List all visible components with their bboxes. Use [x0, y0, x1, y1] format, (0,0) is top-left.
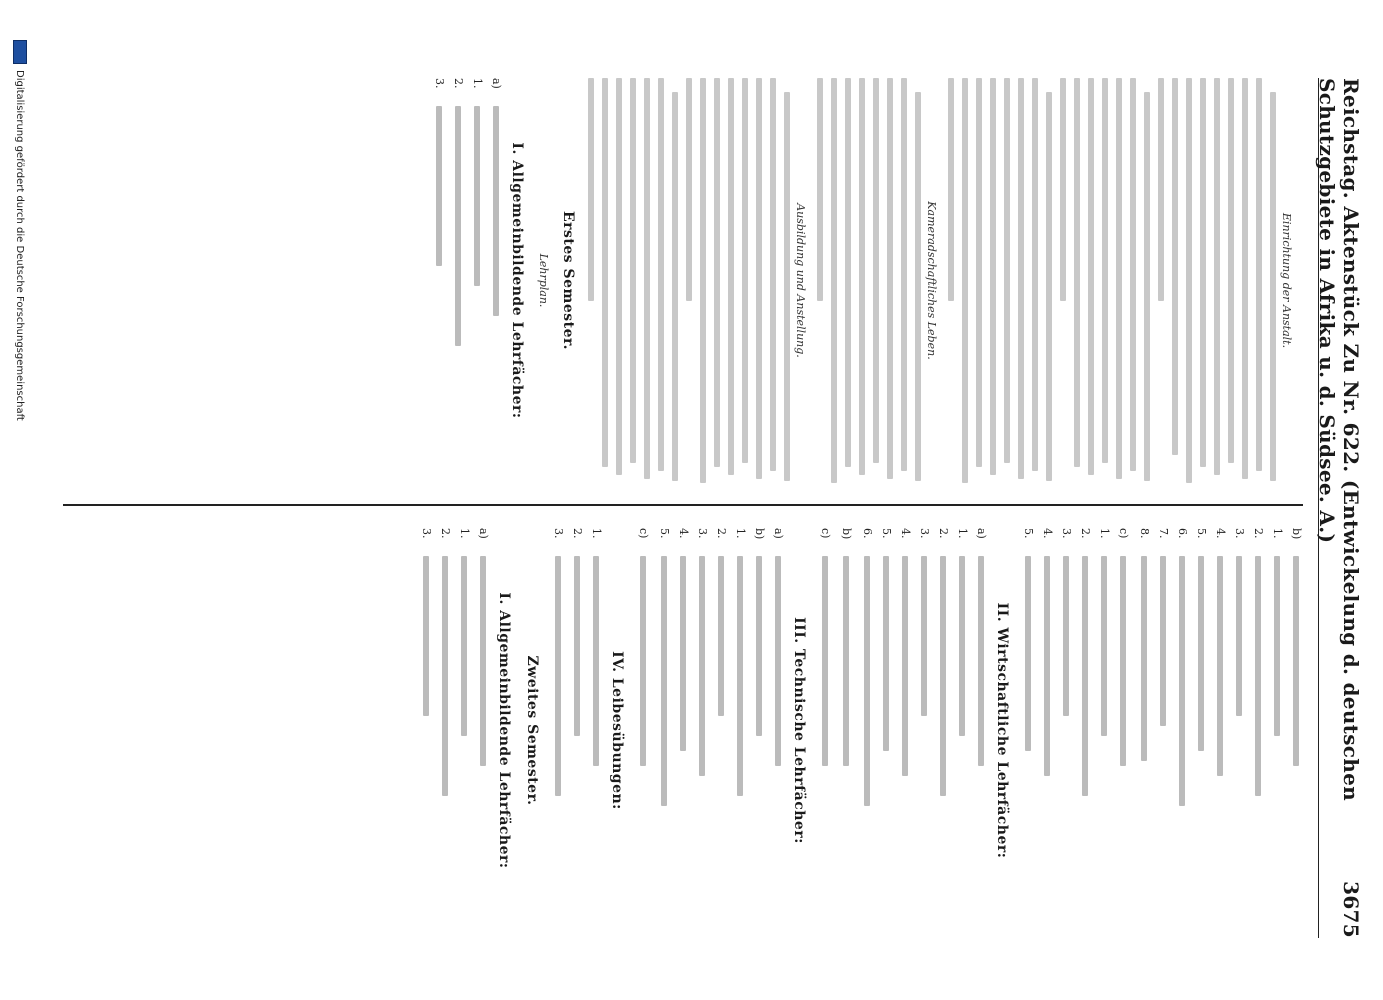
text-line-placeholder	[784, 92, 790, 481]
list-item	[1098, 528, 1111, 933]
text-line-placeholder	[742, 78, 748, 463]
section-heading: IV. Leibesübungen:	[609, 651, 625, 810]
list-item-number: c)	[819, 528, 832, 539]
text-line-placeholder	[1180, 556, 1186, 806]
list-item-number: 5.	[880, 528, 893, 539]
list-item	[956, 528, 969, 933]
text-line-placeholder	[960, 556, 966, 736]
text-line-placeholder	[644, 78, 650, 479]
text-line-placeholder	[494, 106, 500, 316]
text-line-placeholder	[443, 556, 449, 796]
list-item-number: 1.	[1098, 528, 1111, 539]
text-line-placeholder	[1130, 78, 1136, 471]
text-line-placeholder	[976, 78, 982, 467]
text-line-placeholder	[1256, 78, 1262, 471]
section-subheading: Lehrplan.	[537, 253, 550, 308]
footer-text: Digitalisierung gefördert durch die Deutsche Forschungsgemeinschaft	[14, 70, 26, 421]
text-line-placeholder	[1294, 556, 1300, 766]
list-item-number: 3.	[433, 78, 446, 89]
text-line-placeholder	[424, 556, 430, 716]
list-item-number: a)	[477, 528, 490, 539]
text-line-placeholder	[770, 78, 776, 471]
text-line-placeholder	[1200, 78, 1206, 467]
text-line-placeholder	[616, 78, 622, 475]
left-column	[43, 78, 1303, 483]
list-item	[1176, 528, 1189, 933]
list-item-number: 6.	[861, 528, 874, 539]
list-item	[918, 528, 931, 933]
list-item	[1195, 528, 1208, 933]
text-paragraph	[1060, 78, 1150, 483]
list-item	[734, 528, 747, 933]
text-line-placeholder	[1186, 78, 1192, 483]
text-paragraph	[588, 78, 678, 483]
text-paragraph	[948, 78, 1052, 483]
list-item	[420, 528, 433, 933]
list-item	[1233, 528, 1246, 933]
text-line-placeholder	[1088, 78, 1094, 475]
page-number: 3675	[1339, 881, 1363, 938]
text-line-placeholder	[556, 556, 562, 796]
text-line-placeholder	[941, 556, 947, 796]
list-item	[861, 528, 874, 933]
list-item	[677, 528, 690, 933]
list-item-number: 1.	[734, 528, 747, 539]
text-line-placeholder	[901, 78, 907, 471]
dfg-logo-icon	[13, 40, 27, 64]
text-line-placeholder	[1046, 92, 1052, 481]
text-paragraph	[686, 78, 790, 483]
list-item-number: 2.	[571, 528, 584, 539]
enumerated-list	[637, 528, 650, 933]
enumerated-list	[658, 528, 785, 933]
list-item	[452, 78, 465, 483]
list-item	[696, 528, 709, 933]
text-line-placeholder	[462, 556, 468, 736]
text-line-placeholder	[1158, 78, 1164, 301]
list-item-number: 3.	[552, 528, 565, 539]
list-item-number: 2.	[1079, 528, 1092, 539]
list-item	[1079, 528, 1092, 933]
enumerated-list	[1138, 528, 1303, 933]
list-item	[552, 528, 565, 933]
list-item-number: 5.	[658, 528, 671, 539]
right-column	[43, 528, 1303, 933]
list-item	[819, 528, 832, 933]
list-item	[1214, 528, 1227, 933]
text-line-placeholder	[1144, 92, 1150, 481]
text-line-placeholder	[1060, 78, 1066, 301]
list-item	[571, 528, 584, 933]
list-item-number: b)	[840, 528, 853, 540]
list-item-number: a)	[975, 528, 988, 539]
text-line-placeholder	[845, 78, 851, 467]
text-line-placeholder	[1102, 78, 1108, 463]
list-item-number: 4.	[1214, 528, 1227, 539]
enumerated-list	[552, 528, 603, 933]
list-item-number: 2.	[1252, 528, 1265, 539]
text-line-placeholder	[1121, 556, 1127, 766]
text-line-placeholder	[865, 556, 871, 806]
list-item-number: 4.	[677, 528, 690, 539]
section-heading: Erstes Semester.	[560, 210, 576, 351]
list-item-number: 2.	[937, 528, 950, 539]
text-line-placeholder	[1228, 78, 1234, 463]
list-item	[880, 528, 893, 933]
list-item	[772, 528, 785, 933]
section-subheading: Ausbildung und Anstellung.	[794, 203, 807, 358]
list-item	[658, 528, 671, 933]
list-item-number: 1.	[458, 528, 471, 539]
text-line-placeholder	[922, 556, 928, 716]
list-item-number: c)	[1117, 528, 1130, 539]
text-line-placeholder	[1237, 556, 1243, 716]
list-item	[1117, 528, 1130, 933]
text-line-placeholder	[887, 78, 893, 479]
text-line-placeholder	[776, 556, 782, 766]
text-line-placeholder	[823, 556, 829, 766]
list-item	[1022, 528, 1035, 933]
text-line-placeholder	[681, 556, 687, 751]
text-line-placeholder	[1064, 556, 1070, 716]
text-line-placeholder	[1026, 556, 1032, 751]
section-subheading: Kameradschaftliches Leben.	[925, 201, 938, 360]
text-line-placeholder	[481, 556, 487, 766]
list-item-number: 1.	[590, 528, 603, 539]
text-line-placeholder	[602, 78, 608, 467]
list-item	[975, 528, 988, 933]
text-line-placeholder	[859, 78, 865, 475]
text-line-placeholder	[588, 78, 594, 301]
text-line-placeholder	[1032, 78, 1038, 471]
text-line-placeholder	[831, 78, 837, 483]
text-line-placeholder	[1074, 78, 1080, 467]
text-line-placeholder	[630, 78, 636, 463]
section-heading: III. Technische Lehrfächer:	[791, 617, 807, 844]
text-line-placeholder	[728, 78, 734, 475]
page-header	[1315, 78, 1363, 938]
text-line-placeholder	[662, 556, 668, 806]
list-item-number: 8.	[1138, 528, 1151, 539]
list-item	[471, 78, 484, 483]
text-line-placeholder	[1004, 78, 1010, 463]
list-item	[753, 528, 766, 933]
enumerated-list	[861, 528, 988, 933]
list-item	[1138, 528, 1151, 933]
text-line-placeholder	[873, 78, 879, 463]
text-line-placeholder	[1161, 556, 1167, 726]
text-line-placeholder	[719, 556, 725, 716]
enumerated-list	[420, 528, 490, 933]
list-item-number: b)	[753, 528, 766, 540]
list-item	[1157, 528, 1170, 933]
list-item-number: 6.	[1176, 528, 1189, 539]
text-line-placeholder	[437, 106, 443, 266]
list-item-number: b)	[1290, 528, 1303, 540]
list-item	[1041, 528, 1054, 933]
text-line-placeholder	[686, 78, 692, 301]
text-line-placeholder	[990, 78, 996, 475]
text-paragraph	[1158, 78, 1276, 483]
text-line-placeholder	[700, 556, 706, 776]
text-line-placeholder	[1142, 556, 1148, 761]
text-line-placeholder	[817, 78, 823, 301]
section-subheading: Einrichtung der Anstalt.	[1280, 212, 1293, 349]
text-paragraph	[817, 78, 921, 483]
list-item	[477, 528, 490, 933]
text-line-placeholder	[714, 78, 720, 467]
list-item	[937, 528, 950, 933]
list-item	[1271, 528, 1284, 933]
text-line-placeholder	[1275, 556, 1281, 736]
list-item	[899, 528, 912, 933]
enumerated-list	[1022, 528, 1130, 933]
page-footer	[13, 40, 27, 421]
text-line-placeholder	[1218, 556, 1224, 776]
text-line-placeholder	[594, 556, 600, 766]
text-line-placeholder	[456, 106, 462, 346]
list-item-number: 2.	[439, 528, 452, 539]
list-item	[490, 78, 503, 483]
list-item-number: 4.	[1041, 528, 1054, 539]
text-line-placeholder	[1270, 92, 1276, 481]
list-item	[1060, 528, 1073, 933]
list-item-number: 1.	[471, 78, 484, 89]
text-line-placeholder	[915, 92, 921, 481]
list-item	[458, 528, 471, 933]
column-divider	[63, 504, 1303, 506]
section-heading: I. Allgemeinbildende Lehrfächer:	[496, 592, 512, 869]
list-item-number: 3.	[918, 528, 931, 539]
text-line-placeholder	[1172, 78, 1178, 455]
text-line-placeholder	[1199, 556, 1205, 751]
text-line-placeholder	[948, 78, 954, 301]
list-item-number: 3.	[420, 528, 433, 539]
text-line-placeholder	[1242, 78, 1248, 479]
list-item-number: 3.	[1233, 528, 1246, 539]
header-title: Reichstag. Aktenstück Zu Nr. 622. (Entwickelung d. deutschen Schutzgebiete in Afrika u. d. Südsee. A.)	[1315, 78, 1363, 801]
list-item	[840, 528, 853, 933]
text-line-placeholder	[1256, 556, 1262, 796]
text-line-placeholder	[903, 556, 909, 776]
text-line-placeholder	[641, 556, 647, 766]
list-item	[1252, 528, 1265, 933]
list-item-number: 1.	[956, 528, 969, 539]
text-line-placeholder	[1083, 556, 1089, 796]
enumerated-list	[840, 528, 853, 933]
list-item	[637, 528, 650, 933]
text-line-placeholder	[979, 556, 985, 766]
enumerated-list	[433, 78, 503, 483]
list-item-number: 5.	[1195, 528, 1208, 539]
text-line-placeholder	[1045, 556, 1051, 776]
list-item-number: 7.	[1157, 528, 1170, 539]
list-item-number: c)	[637, 528, 650, 539]
enumerated-list	[819, 528, 832, 933]
text-line-placeholder	[475, 106, 481, 286]
text-line-placeholder	[700, 78, 706, 483]
text-line-placeholder	[672, 92, 678, 481]
list-item-number: 2.	[715, 528, 728, 539]
list-item-number: 3.	[696, 528, 709, 539]
text-line-placeholder	[658, 78, 664, 471]
text-line-placeholder	[757, 556, 763, 736]
text-line-placeholder	[1214, 78, 1220, 475]
text-line-placeholder	[1018, 78, 1024, 479]
section-heading: I. Allgemeinbildende Lehrfächer:	[509, 142, 525, 419]
list-item	[715, 528, 728, 933]
list-item-number: 1.	[1271, 528, 1284, 539]
section-heading: Zweites Semester.	[524, 655, 540, 806]
list-item-number: 5.	[1022, 528, 1035, 539]
text-line-placeholder	[844, 556, 850, 766]
list-item	[1290, 528, 1303, 933]
text-line-placeholder	[962, 78, 968, 483]
list-item-number: a)	[772, 528, 785, 539]
list-item	[433, 78, 446, 483]
text-line-placeholder	[738, 556, 744, 796]
list-item-number: 4.	[899, 528, 912, 539]
list-item	[590, 528, 603, 933]
text-line-placeholder	[575, 556, 581, 736]
section-heading: II. Wirtschaftliche Lehrfächer:	[994, 602, 1010, 859]
list-item-number: a)	[490, 78, 503, 89]
text-line-placeholder	[1102, 556, 1108, 736]
text-line-placeholder	[884, 556, 890, 751]
list-item-number: 2.	[452, 78, 465, 89]
list-item-number: 3.	[1060, 528, 1073, 539]
text-line-placeholder	[756, 78, 762, 479]
text-line-placeholder	[1116, 78, 1122, 479]
list-item	[439, 528, 452, 933]
